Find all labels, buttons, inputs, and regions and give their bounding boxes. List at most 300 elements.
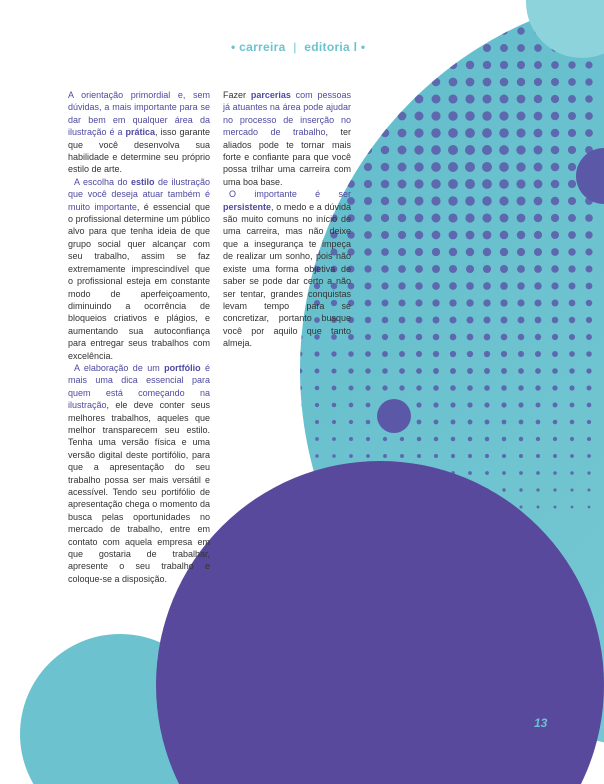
halftone-dot bbox=[398, 214, 407, 223]
halftone-dot bbox=[348, 368, 353, 373]
halftone-dot bbox=[516, 162, 525, 171]
halftone-dot bbox=[398, 78, 406, 86]
halftone-dot bbox=[517, 265, 525, 273]
halftone-dot bbox=[315, 437, 319, 441]
halftone-dot bbox=[570, 403, 575, 408]
halftone-dot bbox=[298, 369, 303, 374]
section-header bbox=[231, 40, 365, 54]
halftone-dot bbox=[500, 282, 508, 290]
halftone-dot bbox=[364, 44, 371, 51]
halftone-dot bbox=[468, 437, 473, 442]
halftone-dot bbox=[431, 196, 440, 205]
halftone-dot bbox=[448, 179, 458, 189]
halftone-dot bbox=[500, 10, 507, 17]
halftone-dot bbox=[554, 506, 557, 509]
halftone-dot bbox=[364, 180, 372, 188]
halftone-dot bbox=[398, 112, 407, 121]
halftone-dot bbox=[570, 437, 574, 441]
halftone-dot bbox=[569, 283, 576, 290]
halftone-dot bbox=[570, 488, 573, 491]
halftone-dot bbox=[534, 180, 543, 189]
halftone-dot bbox=[465, 145, 475, 155]
halftone-dot bbox=[467, 385, 473, 391]
halftone-dot bbox=[298, 437, 302, 441]
halftone-dot bbox=[332, 386, 337, 391]
halftone-dot bbox=[398, 180, 407, 189]
halftone-dot bbox=[485, 471, 489, 475]
halftone-dot bbox=[364, 197, 372, 205]
halftone-dot bbox=[467, 402, 472, 407]
halftone-dot bbox=[398, 163, 407, 172]
halftone-dot bbox=[519, 505, 522, 508]
halftone-dot bbox=[553, 471, 557, 475]
halftone-dot bbox=[500, 248, 508, 256]
halftone-dot bbox=[382, 351, 388, 357]
halftone-dot bbox=[415, 44, 423, 52]
halftone-dot bbox=[502, 420, 507, 425]
halftone-dot bbox=[381, 44, 388, 51]
paragraph-persistente: O importante é ser persistente, o medo e a dúvida são muito comuns no início de uma carreira, mas não deixe que a insegurança te impeça de realizar um sonho, pois não existe uma forma objetiva de saber se pode dar certo a não ser tentar, grandes conquistas levam tempo para se concretizar, portanto busque você por aquilo que tanto almeja. bbox=[223, 189, 351, 349]
halftone-dot bbox=[518, 402, 523, 407]
text-column-right bbox=[223, 89, 351, 350]
halftone-dot bbox=[398, 27, 405, 34]
halftone-dot bbox=[348, 28, 355, 35]
halftone-dot bbox=[331, 368, 336, 373]
halftone-dot bbox=[466, 27, 474, 35]
halftone-dot bbox=[415, 231, 424, 240]
halftone-dot bbox=[586, 351, 592, 357]
halftone-dot bbox=[432, 78, 441, 87]
halftone-dot bbox=[381, 248, 389, 256]
halftone-dot bbox=[466, 299, 473, 306]
halftone-dot bbox=[416, 317, 423, 324]
halftone-dot bbox=[587, 471, 590, 474]
halftone-dot bbox=[519, 420, 524, 425]
halftone-dot bbox=[297, 28, 303, 34]
halftone-dot bbox=[365, 283, 372, 290]
halftone-dot bbox=[553, 437, 557, 441]
halftone-dot bbox=[381, 231, 389, 239]
halftone-dot bbox=[500, 299, 507, 306]
halftone-dot bbox=[484, 402, 489, 407]
halftone-dot bbox=[517, 299, 524, 306]
halftone-dot bbox=[298, 403, 302, 407]
halftone-dot bbox=[414, 145, 423, 154]
halftone-dot bbox=[381, 95, 389, 103]
halftone-dot bbox=[483, 299, 490, 306]
section-title: editoria l • bbox=[304, 40, 366, 54]
halftone-dot bbox=[519, 488, 522, 491]
halftone-dot bbox=[449, 27, 457, 35]
text-column-left bbox=[68, 89, 210, 585]
halftone-dot bbox=[517, 282, 525, 290]
halftone-dot bbox=[502, 488, 505, 491]
halftone-dot bbox=[450, 368, 456, 374]
halftone-dot bbox=[586, 368, 591, 373]
halftone-dot bbox=[366, 403, 371, 408]
halftone-dot bbox=[484, 351, 490, 357]
halftone-dot bbox=[414, 162, 423, 171]
halftone-dot bbox=[331, 62, 338, 69]
halftone-dot bbox=[364, 163, 372, 171]
halftone-dot bbox=[415, 112, 424, 121]
halftone-dot bbox=[414, 179, 423, 188]
halftone-dot bbox=[416, 385, 421, 390]
halftone-dot bbox=[585, 129, 593, 137]
halftone-dot bbox=[518, 334, 525, 341]
halftone-dot bbox=[432, 282, 440, 290]
halftone-dot bbox=[483, 44, 491, 52]
halftone-dot bbox=[398, 44, 406, 52]
halftone-dot bbox=[431, 145, 441, 155]
halftone-dot bbox=[552, 334, 558, 340]
halftone-dot bbox=[297, 62, 303, 68]
halftone-dot bbox=[535, 351, 541, 357]
halftone-dot bbox=[434, 437, 438, 441]
page-number: 13 bbox=[534, 716, 548, 730]
halftone-dot bbox=[417, 437, 421, 441]
halftone-dot bbox=[366, 420, 370, 424]
halftone-dot bbox=[568, 248, 576, 256]
halftone-dot bbox=[534, 214, 543, 223]
halftone-dot bbox=[332, 420, 336, 424]
halftone-dot bbox=[450, 385, 456, 391]
halftone-dot bbox=[448, 94, 457, 103]
halftone-dot bbox=[382, 317, 389, 324]
halftone-dot bbox=[517, 61, 525, 69]
halftone-dot bbox=[432, 61, 440, 69]
halftone-dot bbox=[434, 454, 438, 458]
halftone-dot bbox=[500, 95, 509, 104]
halftone-dot bbox=[399, 351, 405, 357]
halftone-dot bbox=[330, 78, 337, 85]
halftone-dot bbox=[535, 334, 541, 340]
halftone-dot bbox=[383, 437, 387, 441]
halftone-dot bbox=[467, 334, 474, 341]
halftone-dot bbox=[586, 300, 592, 306]
halftone-dot bbox=[415, 78, 423, 86]
halftone-dot bbox=[448, 196, 457, 205]
halftone-dot bbox=[448, 213, 457, 222]
halftone-dot bbox=[466, 10, 473, 17]
halftone-dot bbox=[551, 180, 560, 189]
halftone-dot bbox=[399, 385, 404, 390]
halftone-dot bbox=[433, 351, 439, 357]
halftone-dot bbox=[381, 129, 390, 138]
halftone-dot bbox=[434, 420, 439, 425]
halftone-dot bbox=[432, 248, 440, 256]
halftone-dot bbox=[568, 112, 576, 120]
halftone-dot bbox=[299, 472, 302, 475]
halftone-dot bbox=[468, 420, 473, 425]
halftone-dot bbox=[382, 368, 388, 374]
halftone-dot bbox=[364, 129, 372, 137]
halftone-dot bbox=[588, 506, 591, 509]
halftone-dot bbox=[431, 162, 441, 172]
halftone-dot bbox=[517, 214, 526, 223]
halftone-dot bbox=[415, 10, 422, 17]
halftone-dot bbox=[466, 248, 474, 256]
halftone-dot bbox=[448, 128, 458, 138]
halftone-dot bbox=[466, 78, 475, 87]
halftone-dot bbox=[432, 231, 441, 240]
halftone-dot bbox=[381, 112, 389, 120]
halftone-dot bbox=[535, 402, 540, 407]
halftone-dot bbox=[449, 316, 456, 323]
halftone-dot bbox=[449, 299, 456, 306]
halftone-dot bbox=[482, 111, 491, 120]
paragraph-pratica: A orientação primordial e, sem dúvidas, a mais importante para se dar bem em qualquer área da ilustração é a prática, isso garante que você desenvolva sua habilidade e determine seu próprio estilo de arte. bbox=[68, 90, 210, 175]
halftone-dot bbox=[398, 146, 407, 155]
halftone-dot bbox=[534, 231, 542, 239]
halftone-dot bbox=[483, 10, 490, 17]
halftone-dot bbox=[398, 197, 407, 206]
halftone-dot bbox=[535, 317, 542, 324]
halftone-dot bbox=[553, 403, 558, 408]
halftone-dot bbox=[398, 299, 405, 306]
halftone-dot bbox=[466, 61, 474, 69]
halftone-dot bbox=[482, 213, 491, 222]
halftone-dot bbox=[568, 214, 576, 222]
halftone-dot bbox=[483, 61, 491, 69]
halftone-dot bbox=[399, 317, 406, 324]
halftone-dot bbox=[535, 385, 540, 390]
halftone-dot bbox=[534, 163, 543, 172]
halftone-dot bbox=[587, 386, 592, 391]
halftone-dot bbox=[501, 351, 507, 357]
halftone-dot bbox=[348, 11, 354, 17]
halftone-dot bbox=[534, 146, 543, 155]
halftone-dot bbox=[465, 111, 474, 120]
halftone-dot bbox=[570, 420, 574, 424]
halftone-dot bbox=[332, 403, 337, 408]
halftone-dot bbox=[451, 454, 455, 458]
halftone-dot bbox=[536, 437, 540, 441]
halftone-dot bbox=[416, 402, 421, 407]
halftone-dot bbox=[466, 316, 473, 323]
halftone-dot bbox=[500, 214, 509, 223]
halftone-dot bbox=[499, 196, 508, 205]
halftone-dot bbox=[517, 95, 526, 104]
halftone-dot bbox=[500, 78, 509, 87]
halftone-dot bbox=[365, 351, 371, 357]
halftone-dot bbox=[568, 163, 576, 171]
halftone-dot bbox=[432, 214, 441, 223]
halftone-dot bbox=[431, 128, 440, 137]
halftone-dot bbox=[417, 454, 421, 458]
halftone-dot bbox=[298, 454, 301, 457]
halftone-dot bbox=[382, 334, 388, 340]
halftone-dot bbox=[298, 386, 302, 390]
halftone-dot bbox=[536, 471, 540, 475]
halftone-dot bbox=[586, 266, 593, 273]
halftone-dot bbox=[364, 214, 372, 222]
halftone-dot bbox=[585, 78, 592, 85]
halftone-dot bbox=[466, 282, 474, 290]
halftone-dot bbox=[586, 283, 593, 290]
halftone-dot bbox=[364, 265, 371, 272]
halftone-dot bbox=[484, 334, 491, 341]
halftone-dot bbox=[585, 112, 593, 120]
halftone-dot bbox=[585, 214, 593, 222]
halftone-dot bbox=[364, 146, 372, 154]
halftone-dot bbox=[449, 10, 456, 17]
halftone-dot bbox=[349, 437, 353, 441]
halftone-dot bbox=[534, 282, 541, 289]
halftone-dot bbox=[534, 112, 543, 121]
halftone-dot bbox=[516, 196, 525, 205]
halftone-dot bbox=[499, 162, 509, 172]
halftone-dot bbox=[568, 129, 576, 137]
halftone-dot bbox=[534, 197, 543, 206]
halftone-dot bbox=[465, 94, 474, 103]
halftone-dot bbox=[483, 282, 491, 290]
halftone-dot bbox=[551, 248, 559, 256]
halftone-dot bbox=[499, 111, 508, 120]
halftone-dot bbox=[551, 282, 558, 289]
section-label: • carreira bbox=[231, 40, 286, 54]
halftone-dot bbox=[516, 145, 525, 154]
halftone-dot bbox=[432, 27, 440, 35]
halftone-dot bbox=[432, 265, 440, 273]
halftone-dot bbox=[568, 78, 576, 86]
halftone-dot bbox=[399, 368, 405, 374]
halftone-dot bbox=[366, 454, 370, 458]
halftone-dot bbox=[431, 111, 440, 120]
halftone-dot bbox=[449, 78, 458, 87]
halftone-dot bbox=[451, 437, 456, 442]
halftone-dot bbox=[483, 231, 492, 240]
halftone-dot bbox=[364, 61, 371, 68]
halftone-dot bbox=[332, 454, 336, 458]
halftone-dot bbox=[314, 351, 319, 356]
halftone-dot bbox=[518, 351, 524, 357]
halftone-dot bbox=[551, 95, 559, 103]
halftone-dot bbox=[534, 61, 542, 69]
halftone-dot bbox=[570, 454, 574, 458]
halftone-dot bbox=[450, 351, 456, 357]
halftone-dot bbox=[448, 145, 458, 155]
halftone-dot bbox=[467, 368, 473, 374]
halftone-dot bbox=[400, 437, 404, 441]
halftone-dot bbox=[568, 180, 576, 188]
halftone-dot bbox=[365, 317, 371, 323]
halftone-dot bbox=[551, 146, 560, 155]
halftone-dot bbox=[468, 471, 472, 475]
halftone-dot bbox=[431, 179, 441, 189]
halftone-dot bbox=[553, 488, 556, 491]
halftone-dot bbox=[315, 420, 319, 424]
halftone-dot bbox=[465, 179, 475, 189]
halftone-dot bbox=[398, 61, 406, 69]
halftone-dot bbox=[415, 248, 423, 256]
halftone-dot bbox=[416, 368, 422, 374]
halftone-dot bbox=[569, 317, 575, 323]
halftone-dot bbox=[297, 11, 303, 17]
halftone-dot bbox=[536, 454, 540, 458]
halftone-dot bbox=[347, 61, 354, 68]
halftone-dot bbox=[364, 248, 372, 256]
halftone-dot bbox=[382, 385, 387, 390]
halftone-dot bbox=[499, 179, 509, 189]
halftone-dot bbox=[315, 369, 320, 374]
halftone-dot bbox=[585, 231, 592, 238]
halftone-dot bbox=[465, 196, 475, 206]
halftone-dot bbox=[552, 368, 558, 374]
halftone-dot bbox=[365, 11, 372, 18]
halftone-dot bbox=[482, 179, 492, 189]
halftone-dot bbox=[534, 129, 543, 138]
halftone-dot bbox=[416, 334, 423, 341]
halftone-dot bbox=[551, 231, 559, 239]
halftone-dot bbox=[483, 316, 490, 323]
paragraph-portfolio: A elaboração de um portfólio é mais uma dica essencial para quem está começando na ilustração, ele deve conter seus melhores trabalhos, aqueles que melhor transparecem seu estilo. Tenha uma versão física e uma versão digital deste portifólio, para que a apresentação do seu trabalho possa ser mais versátil e acessível. Tendo seu portifólio de apresentação chega o momento da busca pelas oportunidades no mercado de trabalho, entre em contato com aquela empresa em que gostaria de trabalhar, apresente o seu trabalho e coloque-se a disposição. bbox=[68, 362, 210, 584]
halftone-dot bbox=[415, 282, 423, 290]
halftone-dot bbox=[585, 61, 592, 68]
halftone-dot bbox=[332, 437, 336, 441]
halftone-dot bbox=[500, 265, 508, 273]
halftone-dot bbox=[365, 334, 371, 340]
halftone-dot bbox=[569, 385, 574, 390]
halftone-dot bbox=[552, 317, 559, 324]
halftone-dot bbox=[485, 420, 490, 425]
halftone-dot bbox=[517, 44, 525, 52]
halftone-dot bbox=[535, 368, 541, 374]
halftone-dot bbox=[568, 265, 575, 272]
halftone-dot bbox=[516, 179, 525, 188]
halftone-dot bbox=[534, 299, 541, 306]
halftone-dot bbox=[432, 299, 439, 306]
halftone-dot bbox=[298, 420, 302, 424]
halftone-dot bbox=[551, 265, 559, 273]
halftone-dot bbox=[315, 454, 318, 457]
halftone-dot bbox=[382, 11, 389, 18]
halftone-dot bbox=[365, 300, 372, 307]
halftone-dot bbox=[449, 44, 457, 52]
halftone-dot bbox=[415, 27, 422, 34]
halftone-dot bbox=[553, 454, 557, 458]
halftone-dot bbox=[315, 386, 320, 391]
halftone-dot bbox=[349, 420, 353, 424]
halftone-dot bbox=[500, 44, 508, 52]
halftone-dot bbox=[314, 79, 321, 86]
halftone-dot bbox=[466, 44, 474, 52]
halftone-dot bbox=[553, 420, 558, 425]
halftone-dot bbox=[364, 95, 372, 103]
halftone-dot bbox=[484, 368, 490, 374]
halftone-dot bbox=[501, 402, 506, 407]
halftone-dot bbox=[551, 197, 559, 205]
halftone-dot bbox=[314, 11, 320, 17]
halftone-dot bbox=[398, 282, 405, 289]
halftone-dot bbox=[451, 420, 456, 425]
halftone-dot bbox=[347, 78, 354, 85]
halftone-dot bbox=[450, 402, 455, 407]
halftone-dot bbox=[517, 78, 525, 86]
paragraph-parcerias: Fazer parcerias com pessoas já atuantes na área pode ajudar no processo de inserção no mercado de trabalho, ter aliados pode te tornar mais forte e confiante para que você possa trilhar uma carreira com uma boa base. bbox=[223, 90, 351, 187]
halftone-dot bbox=[399, 11, 406, 18]
halftone-dot bbox=[500, 27, 508, 35]
halftone-dot bbox=[482, 145, 492, 155]
halftone-dot bbox=[348, 351, 354, 357]
halftone-dot bbox=[415, 299, 422, 306]
halftone-dot bbox=[398, 95, 406, 103]
halftone-dot bbox=[519, 471, 523, 475]
halftone-dot bbox=[551, 112, 559, 120]
halftone-dot bbox=[482, 128, 492, 138]
halftone-dot bbox=[483, 78, 492, 87]
halftone-dot bbox=[517, 27, 524, 34]
